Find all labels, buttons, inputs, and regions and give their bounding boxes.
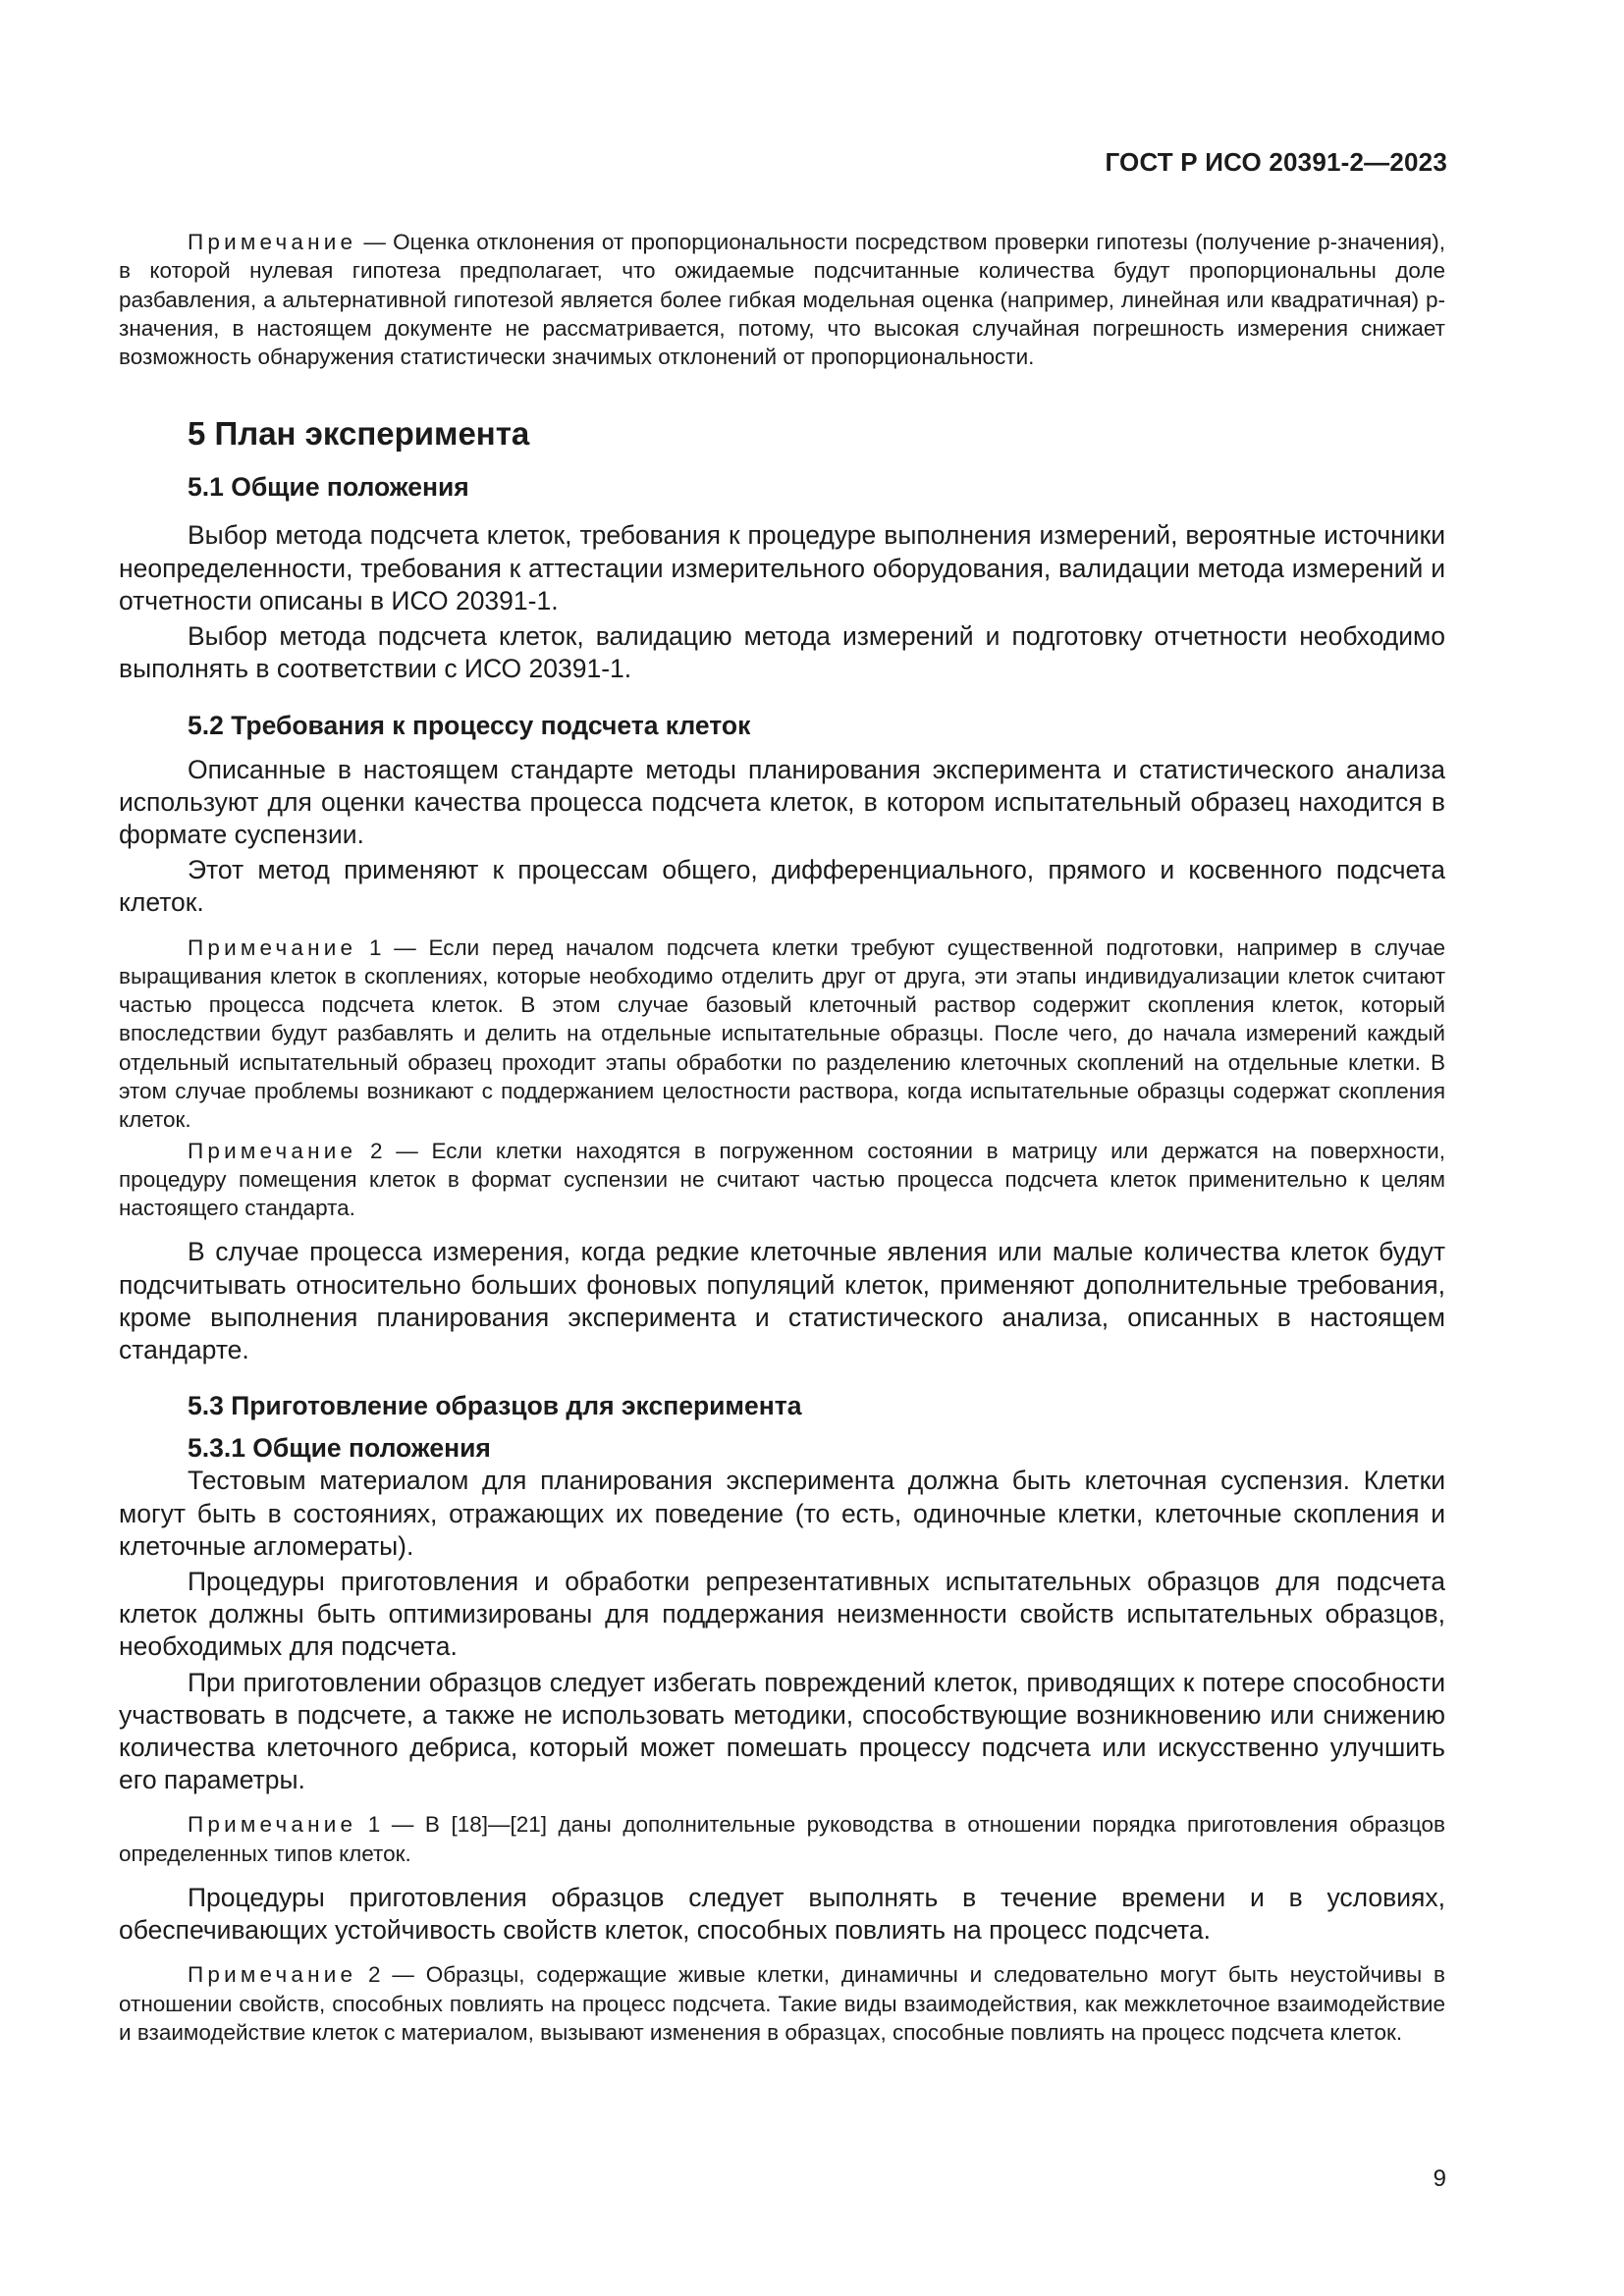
note-text: 1 — В [18]—[21] даны дополнительные руководства в отношении порядка приготовления образцов определенных типов клеток. bbox=[119, 1812, 1445, 1866]
note-label: Примечание bbox=[188, 1962, 357, 1988]
section-5-2-paragraph-3: В случае процесса измерения, когда редкие клеточные явления или малые количества клеток будут подсчитывать относительно больших фоновых популяций клеток, применяют дополнительные требования, кроме выполнения планирования эксперимента и статистического анализа, описанных в настоящем стандарте. bbox=[119, 1237, 1445, 1365]
section-5-3-1-paragraph-3: При приготовлении образцов следует избегать повреждений клеток, приводящих к потере способности участвовать в подсчете, а также не использовать методики, способствующие возникновению или снижению количества клеточного дебриса, который может помешать процессу подсчета или искусственно улучшить его параметры. bbox=[119, 1667, 1445, 1795]
note-label: Примечание bbox=[188, 1138, 357, 1163]
section-5-3-1-paragraph-1: Тестовым материалом для планирования эксперимента должна быть клеточная суспензия. Клетки могут быть в состояниях, отражающих их поведение (то есть, одиночные клетки, клеточные скопления и клеточные агломераты). bbox=[119, 1466, 1445, 1561]
section-5-1-paragraph-1: Выбор метода подсчета клеток, требования к процедуре выполнения измерений, вероятные источники неопределенности, требования к аттестации измерительного оборудования, валидации метода измерений и отчетности описаны в ИСО 20391-1. bbox=[119, 520, 1445, 615]
section-5-2-paragraph-2: Этот метод применяют к процессам общего, дифференциального, прямого и косвенного подсчета клеток. bbox=[119, 855, 1445, 918]
section-5-2-paragraph-1: Описанные в настоящем стандарте методы планирования эксперимента и статистического анализа используют для оценки качества процесса подсчета клеток, в котором испытательный образец находится в формате суспензии. bbox=[119, 754, 1445, 849]
section-5-title: 5 План эксперимента bbox=[188, 415, 530, 453]
section-5-3-1-note-1 bbox=[119, 1810, 1445, 1868]
note-top bbox=[119, 228, 1445, 371]
section-5-3-1-paragraph-4: Процедуры приготовления образцов следует выполнять в течение времени и в условиях, обеспечивающих устойчивость свойств клеток, способных повлиять на процесс подсчета. bbox=[119, 1882, 1445, 1946]
section-5-3-title: 5.3 Приготовление образцов для эксперимента bbox=[188, 1391, 802, 1421]
section-5-2-note-1 bbox=[119, 934, 1445, 1135]
section-5-1-title: 5.1 Общие положения bbox=[188, 472, 469, 503]
note-label: Примечание bbox=[188, 934, 357, 960]
section-5-3-1-paragraph-2: Процедуры приготовления и обработки репрезентативных испытательных образцов для подсчета клеток должны быть оптимизированы для поддержания неизменности свойств испытательных образцов, необходимых для подсчета. bbox=[119, 1566, 1445, 1662]
page-content bbox=[119, 228, 1445, 2047]
section-5-2-note-2 bbox=[119, 1137, 1445, 1223]
section-5-3-1-note-2 bbox=[119, 1960, 1445, 2047]
document-code: ГОСТ Р ИСО 20391-2—2023 bbox=[1105, 147, 1447, 177]
note-label: Примечание bbox=[188, 1812, 357, 1838]
section-5-2-title: 5.2 Требования к процессу подсчета клеток bbox=[188, 710, 751, 740]
section-5-1-paragraph-2: Выбор метода подсчета клеток, валидацию метода измерений и подготовку отчетности необходимо выполнять в соответствии с ИСО 20391-1. bbox=[119, 621, 1445, 684]
section-5-3-1-title: 5.3.1 Общие положения bbox=[188, 1433, 491, 1464]
note-text: 2 — Образцы, содержащие живые клетки, динамичны и следовательно могут быть неустойчивы в отношении свойств, способных повлиять на процесс подсчета. Такие виды взаимодействия, как межклеточное взаимодействие и взаимодействие клеток с материалом, вызывают изменения в образцах, способные повлиять на процесс подсчета клеток. bbox=[119, 1962, 1445, 2045]
note-text: 1 — Если перед началом подсчета клетки требуют существенной подготовки, например в случае выращивания клеток в скоплениях, которые необходимо отделить друг от друга, эти этапы индивидуализации клеток считают частью процесса подсчета клеток. В этом случае базовый клеточный раствор содержит скопления клеток, который впоследствии будут разбавлять и делить на отдельные испытательные образцы. После чего, до начала измерений каждый отдельный испытательный образец проходит этапы обработки по разделению клеточных скоплений на отдельные клетки. В этом случае проблемы возникают с поддержанием целостности раствора, когда испытательные образцы содержат скопления клеток. bbox=[119, 934, 1445, 1133]
note-label: Примечание bbox=[188, 230, 357, 254]
page-number: 9 bbox=[1433, 2165, 1446, 2192]
note-text: — Оценка отклонения от пропорциональности посредством проверки гипотезы (получение p-значения), в которой нулевая гипотеза предполагает, что ожидаемые подсчитанные количества будут пропорциональны доле разбавления, а альтернативной гипотезой является более гибкая модельная оценка (например, линейная или квадратичная) p-значения, в настоящем документе не рассматривается, потому, что высокая случайная погрешность измерения снижает возможность обнаружения статистически значимых отклонений от пропорциональности. bbox=[119, 230, 1445, 370]
note-text: 2 — Если клетки находятся в погруженном состоянии в матрицу или держатся на поверхности, процедуру помещения клеток в формат суспензии не считают частью процесса подсчета клеток применительно к целям настоящего стандарта. bbox=[119, 1138, 1445, 1221]
